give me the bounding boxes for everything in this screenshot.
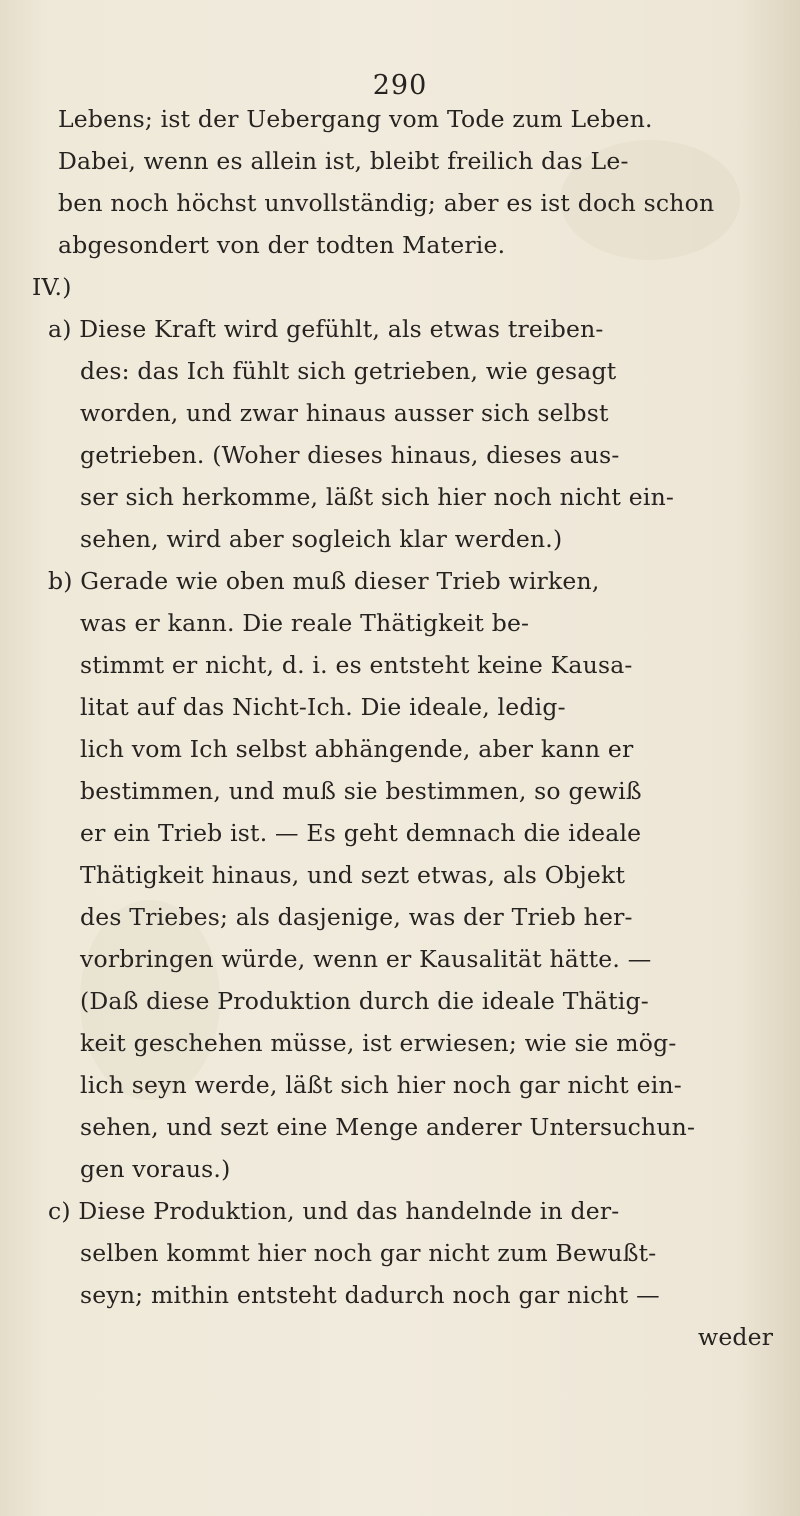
text-line: selben kommt hier noch gar nicht zum Bewußt- xyxy=(80,1239,657,1267)
text-line: worden, und zwar hinaus ausser sich selbst xyxy=(80,399,609,427)
text-line: ben noch höchst unvollständig; aber es ist doch schon xyxy=(58,189,715,217)
text-line: Dabei, wenn es allein ist, bleibt freilich das Le- xyxy=(58,147,629,175)
text-line: abgesondert von der todten Materie. xyxy=(58,231,506,259)
text-line: seyn; mithin entsteht dadurch noch gar nicht — xyxy=(80,1281,660,1309)
page-number: 290 xyxy=(372,70,428,101)
text-line: c) Diese Produktion, und das handelnde in der- xyxy=(48,1197,620,1225)
catchword: weder xyxy=(698,1323,774,1351)
text-line: Lebens; ist der Uebergang vom Tode zum Leben. xyxy=(58,105,653,133)
text-line: lich vom Ich selbst abhängende, aber kann er xyxy=(80,735,634,763)
text-line: des: das Ich fühlt sich getrieben, wie gesagt xyxy=(80,357,617,385)
text-line: was er kann. Die reale Thätigkeit be- xyxy=(80,609,530,637)
text-line: sehen, wird aber sogleich klar werden.) xyxy=(80,525,563,553)
text-line: sehen, und sezt eine Menge anderer Untersuchun- xyxy=(80,1113,696,1141)
text-line: gen voraus.) xyxy=(80,1155,231,1183)
text-line: a) Diese Kraft wird gefühlt, als etwas treiben- xyxy=(48,315,604,343)
text-line: Thätigkeit hinaus, und sezt etwas, als Objekt xyxy=(80,861,626,889)
text-line: er ein Trieb ist. — Es geht demnach die ideale xyxy=(80,819,642,847)
text-line: keit geschehen müsse, ist erwiesen; wie sie mög- xyxy=(80,1029,677,1057)
text-line: vorbringen würde, wenn er Kausalität hätte. — xyxy=(80,945,652,973)
text-line: getrieben. (Woher dieses hinaus, dieses aus- xyxy=(80,441,620,469)
text-line: b) Gerade wie oben muß dieser Trieb wirken, xyxy=(48,567,600,595)
text-line: stimmt er nicht, d. i. es entsteht keine Kausa- xyxy=(80,651,633,679)
text-line: ser sich herkomme, läßt sich hier noch nicht ein- xyxy=(80,483,675,511)
section-marker: IV.) xyxy=(32,273,72,301)
text-line: des Triebes; als dasjenige, was der Trieb her- xyxy=(80,903,633,931)
text-line: bestimmen, und muß sie bestimmen, so gewiß xyxy=(80,777,642,805)
text-line: litat auf das Nicht-Ich. Die ideale, ledig- xyxy=(80,693,566,721)
text-line: (Daß diese Produktion durch die ideale Thätig- xyxy=(80,987,649,1015)
text-line: lich seyn werde, läßt sich hier noch gar nicht ein- xyxy=(80,1071,682,1099)
